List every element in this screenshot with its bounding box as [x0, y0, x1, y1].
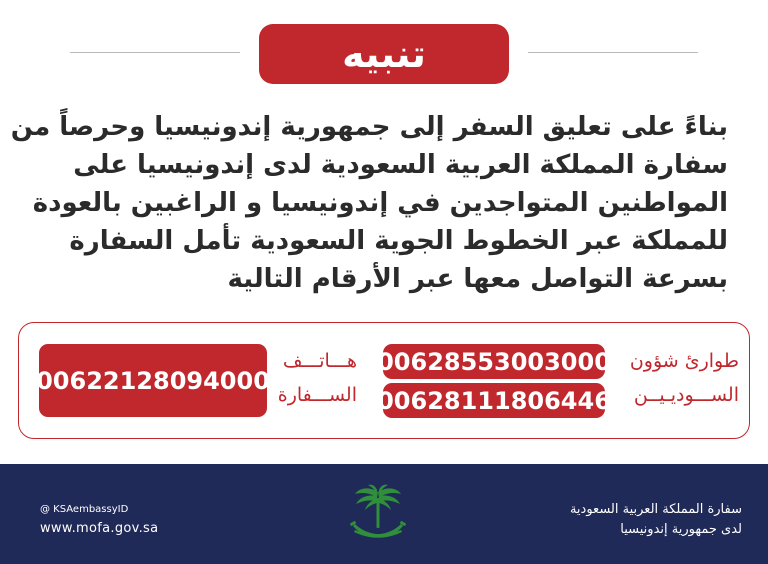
embassy-phone-label-line2: الســـفارة [277, 384, 357, 406]
embassy-name-line1: سفارة المملكة العربية السعودية [569, 502, 742, 517]
embassy-name [570, 500, 742, 540]
notice-line: سفارة المملكة العربية السعودية لدى إندونيسيا على [73, 150, 728, 180]
notice-line: بناءً على تعليق السفر إلى جمهورية إندونيسيا وحرصاً من [10, 112, 728, 142]
notice-title: تنبيه [259, 24, 509, 84]
emergency-label-line1: طوارئ شؤون [629, 350, 739, 372]
notice-line: للمملكة عبر الخطوط الجوية السعودية تأمل السفارة [69, 226, 728, 256]
embassy-phone-label-line1: هـــاتـــف [282, 350, 357, 372]
title-divider-left [70, 52, 240, 53]
embassy-phone-number[interactable]: 00622128094000 [39, 344, 267, 417]
social-handle[interactable]: @ KSAembassyID [40, 504, 129, 515]
notice-line: المواطنين المتواجدين في إندونيسيا و الراغبين بالعودة [32, 188, 728, 218]
notice-line: بسرعة التواصل معها عبر الأرقام التالية [227, 264, 728, 294]
embassy-name-line2: لدى جمهورية إندونيسيا [620, 522, 742, 537]
website-link[interactable]: www.mofa.gov.sa [40, 521, 159, 536]
notice-body [10, 108, 728, 298]
title-divider-right [528, 52, 698, 53]
emergency-label-line2: الســـوديـيــن [633, 384, 739, 406]
emergency-phone-2[interactable]: 00628111806446 [383, 383, 605, 418]
footer-bar [0, 464, 768, 564]
saudi-emblem-icon [347, 484, 409, 554]
contact-panel [18, 322, 750, 439]
emergency-phone-1[interactable]: 00628553003000 [383, 344, 605, 379]
